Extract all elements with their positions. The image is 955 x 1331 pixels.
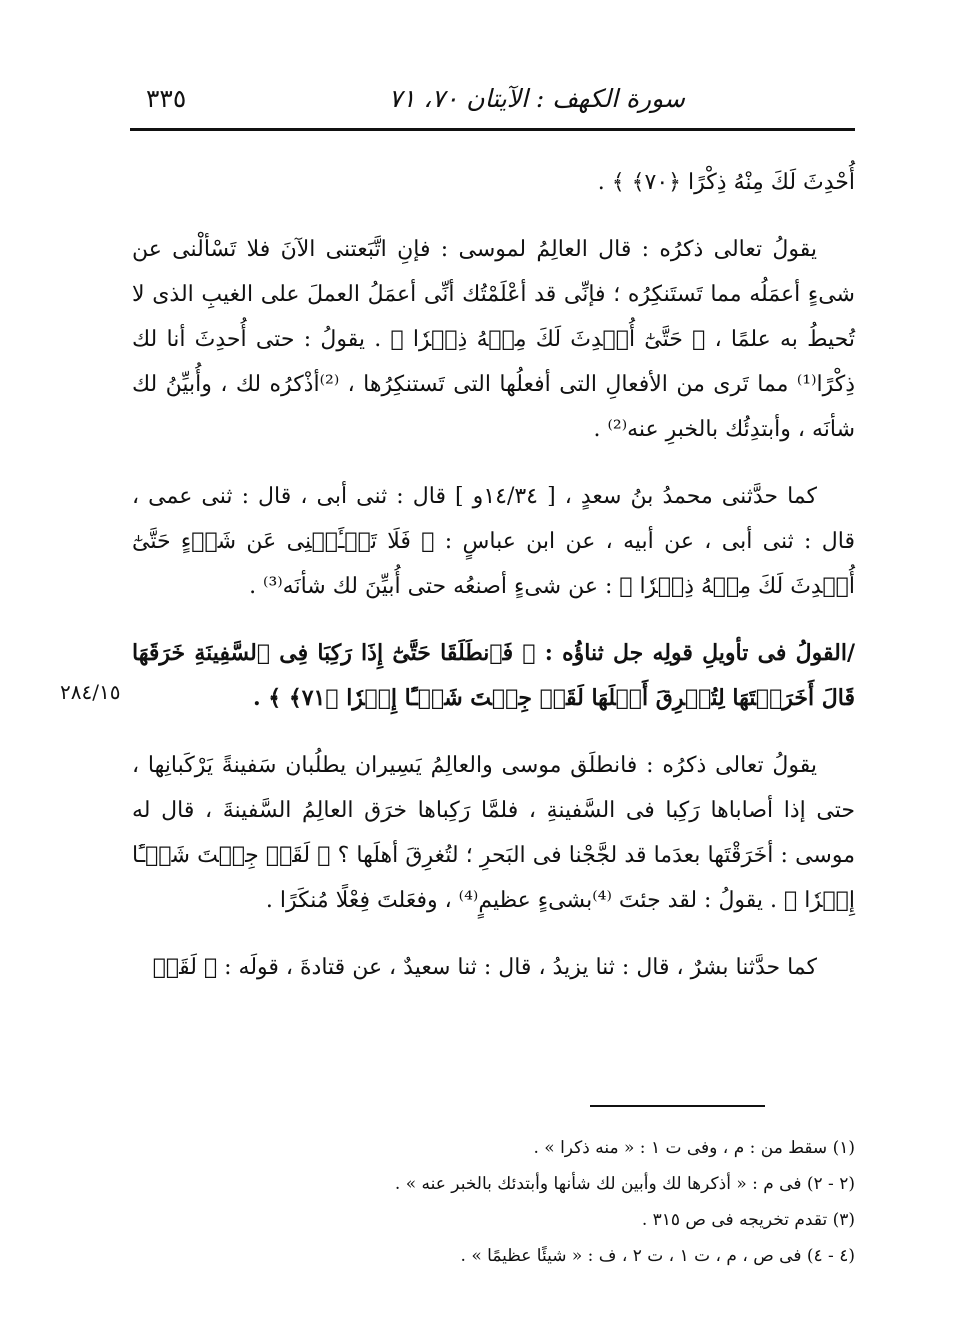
footnote-2: (٢ - ٢) فى م : « أذكرها لك وأبين لك شأنها وأبتدئك بالخبر عنه » . (394, 1174, 855, 1194)
margin-reference: ٢٨٤/١٥ (60, 680, 121, 704)
running-title: سورة الكهف : الآيتان ٧٠، ٧١ (388, 84, 685, 113)
paragraph-commentary-2: يقولُ تعالى ذكرُه : فانطلَق موسى والعالِمُ يَسِيران يطلُبان سَفينةً يَرْكَبانِها ، حتى إذا أصاباها رَكِبا فى السَّفينةِ ، فلمَّا رَكِباها خرَق العالِمُ السَّفينةَ ، قال له موسى : أخَرَقْتَها بعدَما قد لجَّجْنا فى البَحرِ ؛ لتُغرِقَ أهلَها ؟ ﴿ لَقَدۡ جِئۡتَ شَيۡـًٔا إِمۡرٗا ﴾ . يقولُ : لقد جئتَ ⁽⁴⁾بشىءٍ عظيمٍ⁽⁴⁾ ، وفعَلتَ فِعْلًا مُنكَرًا . (132, 753, 855, 913)
footnote-divider (590, 1105, 765, 1107)
paragraph-narration-2: كما حدَّثنا بشرٌ ، قال : ثنا يزيدُ ، قال : ثنا سعيدٌ ، عن قتادةَ ، قولَه : ﴿ لَقَدۡ (152, 955, 817, 980)
footnote-1: (١) سقط من : م ، وفى ت ١ : « منه ذكرا » . (533, 1138, 855, 1158)
footnote-3: (٣) تقدم تخريجه فى ص ٣١٥ . (641, 1210, 855, 1230)
paragraph-heading-verse: /القولُ فى تأويلِ قولِه جل ثناؤُه : ﴿ فَٱنطَلَقَا حَتَّىٰٓ إِذَا رَكِبَا فِى ٱلسَّفِينَةِ خَرَقَهَا قَالَ أَخَرَقۡتَهَا لِتُغۡرِقَ أَهۡلَهَا لَقَدۡ جِئۡتَ شَيۡـًٔا إِمۡرٗا ﴿٧١﴾ ﴾ . (132, 640, 855, 711)
main-text (132, 160, 855, 1012)
paragraph-commentary: يقولُ تعالى ذكرُه : قال العالِمُ لموسى : فإنِ اتَّبَعتنى الآنَ فلا تَسْألْنى عن شىءٍ أعمَلُه مما تَستَنكِرُه ؛ فإنِّى قد أعْلَمْتُك أنِّى أعمَلُ العملَ على الغيبِ الذى لا تُحيطُ به علمًا ، ﴿ حَتَّىٰٓ أُحۡدِثَ لَكَ مِنۡهُ ذِكۡرٗا ﴾ . يقولُ : حتى أُحدِثَ أنا لك ذِكْرًا⁽¹⁾ مما تَرى من الأفعالِ التى أفعلُها التى تَستنكِرُها ، ⁽²⁾أذْكرُه لك ، وأُبيِّنُ لك شأنَه ، وأبتدِئُك بالخبرِ عنه⁽²⁾ . (132, 237, 855, 442)
page-number: ٣٣٥ (146, 84, 187, 113)
paragraph-verse-end: أُحْدِثَ لَكَ مِنْهُ ذِكْرًا ﴿٧٠﴾ ﴾ . (597, 170, 855, 195)
footnotes (130, 1130, 855, 1274)
footnote-4: (٤ - ٤) فى ص ، م ، ت ١ ، ت ٢ ، ف : « شيئًا عظيمًا » . (460, 1246, 855, 1266)
paragraph-narration: كما حدَّثنى محمدُ بنُ سعدٍ ، [ ١٤/٣٤و ] قال : ثنى أبى ، قال : ثنى عمى ، قال : ثنى أبى ، عن أبيه ، عن ابن عباسٍ : ﴿ فَلَا تَسۡـَٔلۡنِى عَن شَىۡءٍ حَتَّىٰٓ أُحۡدِثَ لَكَ مِنۡهُ ذِكۡرٗا ﴾ : عن شىءٍ أصنعُه حتى أُبيِّنَ لك شأنَه⁽³⁾ . (132, 484, 855, 599)
page-header (130, 80, 855, 131)
